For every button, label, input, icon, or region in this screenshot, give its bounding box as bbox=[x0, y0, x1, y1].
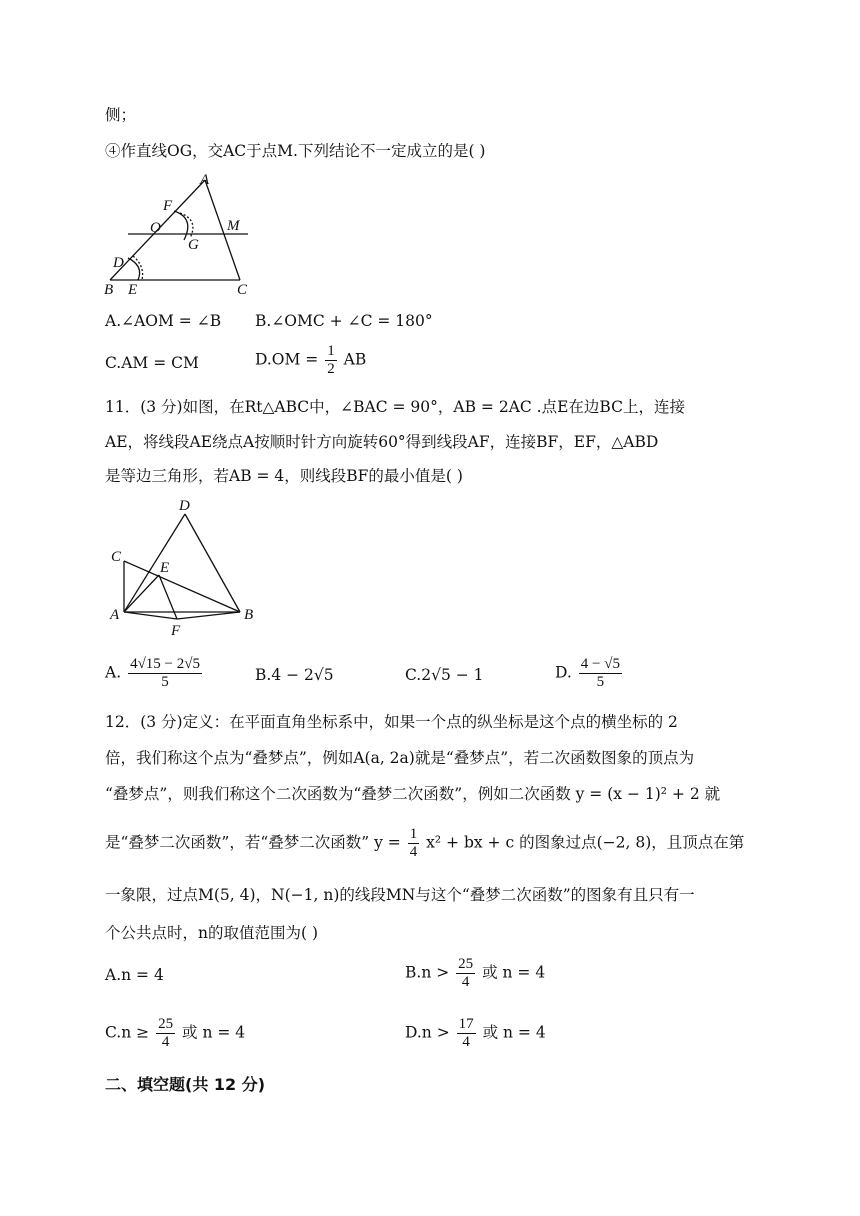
label-o: O bbox=[150, 220, 161, 236]
q11-option-b: B.4 − 2√5 bbox=[255, 666, 334, 684]
label-c: C bbox=[237, 282, 248, 298]
label-b: B bbox=[104, 282, 114, 298]
section-heading: 二、填空题(共 12 分) bbox=[105, 1075, 266, 1094]
label-g: G bbox=[188, 237, 199, 253]
line-fb bbox=[177, 612, 240, 619]
q12-option-a: A.n = 4 bbox=[105, 966, 164, 984]
line-db bbox=[185, 514, 240, 612]
q10-option-c: C.AM = CM bbox=[105, 354, 199, 372]
arc-de bbox=[128, 258, 140, 280]
q10-option-b: B.∠OMC + ∠C = 180° bbox=[255, 312, 433, 330]
fraction: $\frac{25}{4}$ bbox=[158, 1016, 174, 1050]
fraction: $\frac{17}{4}$ bbox=[458, 1016, 474, 1050]
fraction: $\frac{1}{4}$ bbox=[409, 826, 418, 860]
question-12-line-4: 是“叠梦二次函数”，若“叠梦二次函数” y = $\frac{1}{4}$ x² + bx + c 的图象过点(−2, 8)，且顶点在第 bbox=[105, 826, 745, 860]
question-11-line-3: 是等边三角形，若AB = 4，则线段BF的最小值是( ) bbox=[105, 467, 463, 485]
question-12-line-3: “叠梦点”，则我们称这个二次函数为“叠梦二次函数”，例如二次函数 y = (x − 1)² + 2 就 bbox=[105, 785, 721, 803]
figure-triangle-construction bbox=[100, 168, 260, 300]
question-12-line-1: 12．(3 分)定义：在平面直角坐标系中，如果一个点的纵坐标是这个点的横坐标的 2 bbox=[105, 713, 678, 731]
question-12-line-2: 倍，我们称这个点为“叠梦点”，例如A(a, 2a)就是“叠梦点”，若二次函数图象的顶点为 bbox=[105, 749, 695, 767]
q10-option-d bbox=[255, 343, 366, 378]
fraction: $\frac{4 - √5}{5}$ bbox=[580, 656, 620, 690]
q10-d-suffix: AB bbox=[343, 350, 367, 369]
label-d: D bbox=[113, 255, 124, 271]
label-f: F bbox=[171, 623, 181, 639]
question-12-line-5: 一象限，过点M(5, 4)，N(−1, n)的线段MN与这个“叠梦二次函数”的图象有且只有一 bbox=[105, 886, 695, 904]
fraction: $\frac{25}{4}$ bbox=[458, 956, 474, 990]
question-11-line-2: AE，将线段AE绕点A按顺时针方向旋转60°得到线段AF，连接BF，EF，△ABD bbox=[105, 433, 659, 451]
line-ad bbox=[124, 514, 185, 612]
label-e: E bbox=[160, 560, 170, 576]
question-11-line-1: 11．(3 分)如图，在Rt△ABC中，∠BAC = 90°，AB = 2AC .点E在边BC上，连接 bbox=[105, 398, 685, 416]
label-d: D bbox=[179, 498, 190, 514]
fraction: $\frac{4√15 - 2√5}{5}$ bbox=[130, 656, 200, 690]
label-m: M bbox=[227, 218, 240, 234]
q11-option-a: A. $\frac{4√15 - 2√5}{5}$ bbox=[105, 656, 200, 690]
question-12-line-6: 个公共点时，n的取值范围为( ) bbox=[105, 924, 319, 942]
line-af bbox=[124, 612, 177, 619]
label-a: A bbox=[200, 172, 210, 188]
q10-d-prefix: D.OM = bbox=[255, 350, 319, 369]
q12-option-d: D.n > $\frac{17}{4}$ 或 n = 4 bbox=[405, 1016, 546, 1050]
text-line: 侧； bbox=[105, 106, 137, 124]
q10-option-a: A.∠AOM = ∠B bbox=[105, 312, 222, 330]
line-cb bbox=[124, 561, 240, 612]
q12-option-c: C.n ≥ $\frac{25}{4}$ 或 n = 4 bbox=[105, 1016, 246, 1050]
question-10-stem: ④作直线OG，交AC于点M.下列结论不一定成立的是( ) bbox=[105, 142, 486, 160]
figure-equilateral-triangle bbox=[100, 495, 270, 640]
label-b: B bbox=[244, 607, 254, 623]
arc-de-dashed bbox=[133, 256, 143, 280]
label-e: E bbox=[128, 282, 138, 298]
label-a: A bbox=[110, 607, 120, 623]
q11-option-c: C.2√5 − 1 bbox=[405, 666, 484, 684]
q11-option-d: D. $\frac{4 - √5}{5}$ bbox=[555, 656, 620, 690]
line-ae bbox=[124, 575, 159, 612]
label-f: F bbox=[163, 198, 173, 214]
fraction: $\frac{1}{2}$ bbox=[327, 343, 335, 377]
label-c: C bbox=[111, 549, 122, 565]
q12-option-b: B.n > $\frac{25}{4}$ 或 n = 4 bbox=[405, 956, 546, 990]
